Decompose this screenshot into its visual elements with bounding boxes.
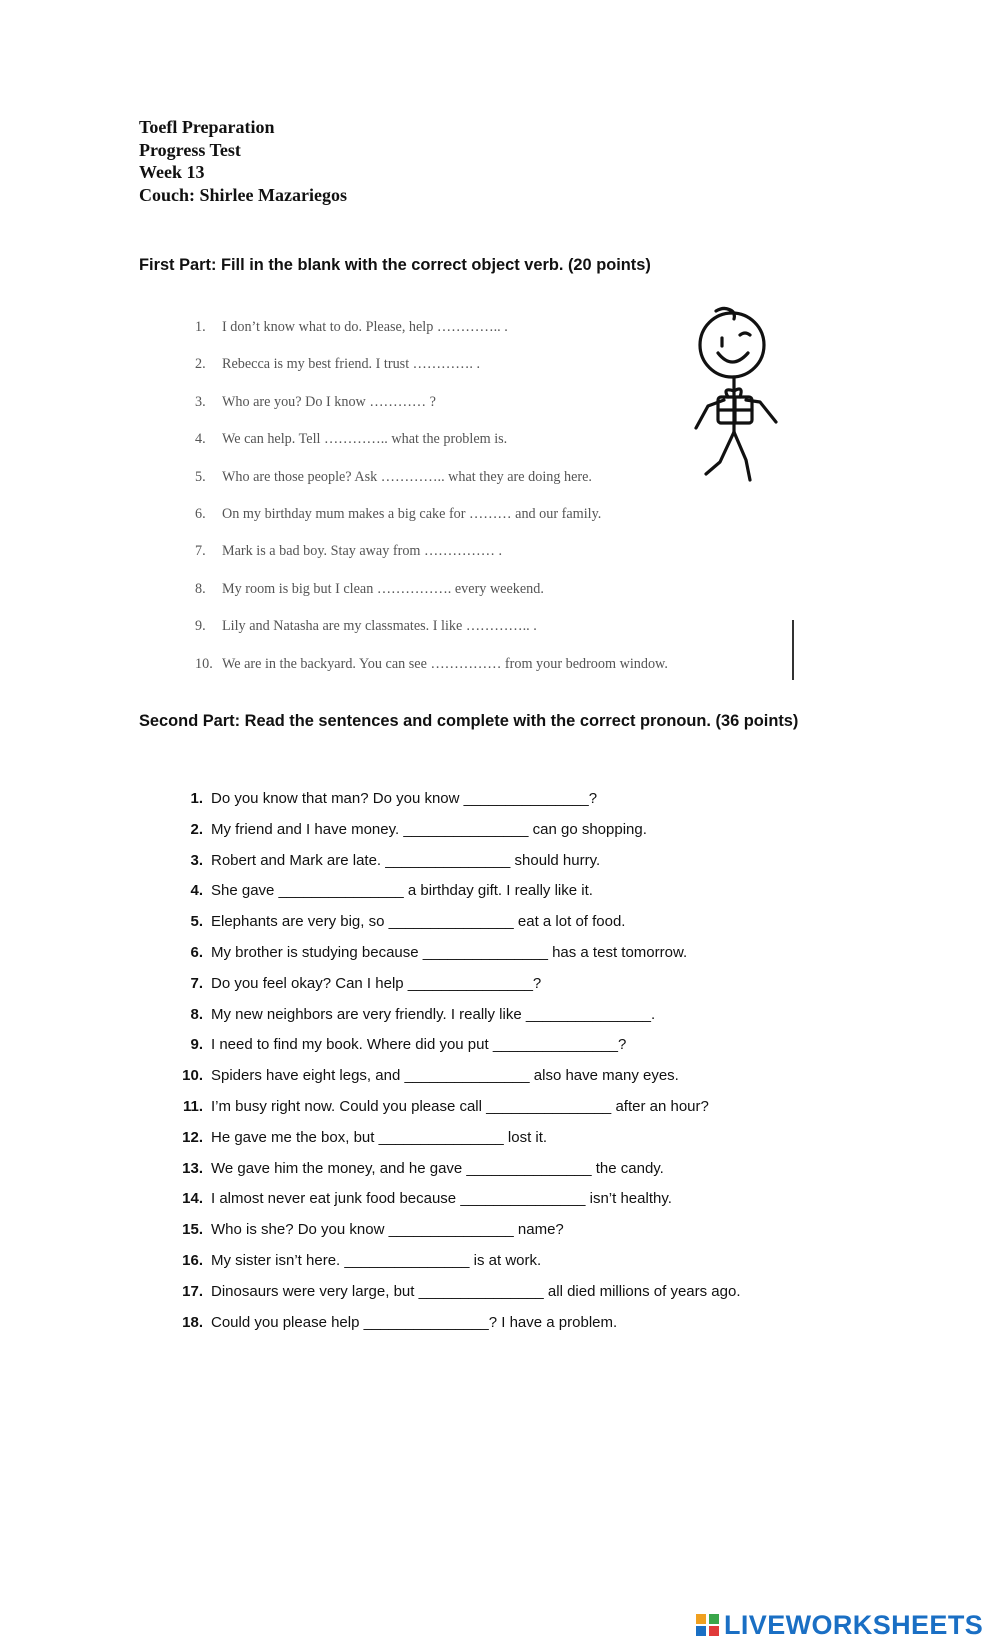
list-item xyxy=(180,1129,741,1160)
test-title: Progress Test xyxy=(139,139,241,160)
item-text[interactable]: I almost never eat junk food because _______________ isn’t healthy. xyxy=(211,1190,672,1208)
item-text[interactable]: My new neighbors are very friendly. I really like _______________. xyxy=(211,1005,656,1023)
item-text[interactable]: I don’t know what to do. Please, help ………….. . xyxy=(222,319,508,335)
item-text[interactable]: Lily and Natasha are my classmates. I like ………….. . xyxy=(222,618,537,635)
part2-title: Second Part: Read the sentences and complete with the correct pronoun. (36 points) xyxy=(139,712,799,730)
liveworksheets-logo-icon xyxy=(695,1612,721,1638)
item-text[interactable]: We can help. Tell ………….. what the problem is. xyxy=(222,431,508,448)
item-number: 2. xyxy=(195,356,206,373)
stick-figure-icon xyxy=(688,305,794,505)
list-item xyxy=(180,1221,741,1252)
item-number: 10. xyxy=(182,1067,203,1085)
item-number: 14. xyxy=(182,1190,203,1208)
item-number: 16. xyxy=(182,1251,203,1269)
item-number: 10. xyxy=(195,655,213,672)
item-text[interactable]: Could you please help _______________? I have a problem. xyxy=(211,1313,618,1331)
item-number: 13. xyxy=(182,1159,203,1177)
item-number: 8. xyxy=(195,580,206,597)
item-number: 1. xyxy=(190,790,203,807)
part2-list xyxy=(180,790,741,1344)
item-text[interactable]: My friend and I have money. _______________ can go shopping. xyxy=(211,820,647,838)
item-text[interactable]: I need to find my book. Where did you put _______________? xyxy=(211,1036,627,1054)
list-item xyxy=(180,882,741,913)
list-item xyxy=(180,852,741,883)
liveworksheets-logo[interactable] xyxy=(695,1610,983,1640)
list-item xyxy=(180,1006,741,1037)
coach-name: Couch: Shirlee Mazariegos xyxy=(139,184,347,205)
list-item xyxy=(195,506,668,543)
item-text[interactable]: We are in the backyard. You can see …………… from your bedroom window. xyxy=(222,655,668,672)
list-item xyxy=(195,581,668,618)
list-item xyxy=(195,543,668,580)
item-number: 5. xyxy=(195,468,206,485)
list-item xyxy=(195,394,668,431)
list-item xyxy=(180,1283,741,1314)
list-item xyxy=(180,1067,741,1098)
item-text[interactable]: Mark is a bad boy. Stay away from …………… . xyxy=(222,543,503,560)
item-number: 11. xyxy=(182,1097,203,1115)
item-number: 9. xyxy=(195,618,206,635)
item-number: 9. xyxy=(190,1036,203,1054)
item-number: 5. xyxy=(190,913,203,931)
item-text[interactable]: My sister isn’t here. _______________ is at work. xyxy=(211,1251,542,1269)
item-text[interactable]: Do you feel okay? Can I help _______________? xyxy=(211,974,542,992)
part1-title: First Part: Fill in the blank with the correct object verb. (20 points) xyxy=(139,256,651,274)
list-item xyxy=(195,656,668,693)
item-number: 8. xyxy=(190,1005,203,1023)
list-item xyxy=(195,618,668,655)
item-number: 18. xyxy=(182,1313,203,1331)
item-number: 17. xyxy=(182,1282,203,1300)
course-title: Toefl Preparation xyxy=(139,117,275,137)
list-item xyxy=(180,821,741,852)
item-number: 4. xyxy=(195,431,206,448)
item-text[interactable]: Do you know that man? Do you know _______________? xyxy=(211,790,598,807)
item-text[interactable]: Who are those people? Ask ………….. what they are doing here. xyxy=(222,468,592,485)
list-item xyxy=(180,1314,741,1345)
week-label: Week 13 xyxy=(139,162,205,183)
item-number: 1. xyxy=(195,319,206,335)
list-item xyxy=(180,944,741,975)
item-number: 7. xyxy=(195,543,206,560)
item-text[interactable]: We gave him the money, and he gave _______________ the candy. xyxy=(211,1159,664,1177)
item-text[interactable]: Elephants are very big, so _______________ eat a lot of food. xyxy=(211,913,626,931)
divider xyxy=(792,620,794,680)
list-item xyxy=(180,1160,741,1191)
logo-text: LIVEWORKSHEETS xyxy=(724,1609,984,1640)
item-text[interactable]: Dinosaurs were very large, but _______________ all died millions of years ago. xyxy=(211,1282,741,1300)
list-item xyxy=(195,431,668,468)
item-number: 4. xyxy=(190,882,203,900)
item-text[interactable]: My brother is studying because _______________ has a test tomorrow. xyxy=(211,943,688,961)
list-item xyxy=(180,1190,741,1221)
item-text[interactable]: Rebecca is my best friend. I trust …………. . xyxy=(222,356,481,373)
list-item xyxy=(195,319,668,356)
item-text[interactable]: I’m busy right now. Could you please call _______________ after an hour? xyxy=(211,1097,709,1115)
item-text[interactable]: Spiders have eight legs, and _______________ also have many eyes. xyxy=(211,1067,679,1085)
list-item xyxy=(180,1252,741,1283)
item-number: 15. xyxy=(182,1221,203,1239)
item-text[interactable]: She gave _______________ a birthday gift. I really like it. xyxy=(211,882,593,900)
item-number: 6. xyxy=(190,943,203,961)
list-item xyxy=(180,1036,741,1067)
worksheet-header xyxy=(139,116,347,206)
item-number: 3. xyxy=(195,393,206,410)
list-item xyxy=(180,1098,741,1129)
item-text[interactable]: My room is big but I clean ……………. every weekend. xyxy=(222,580,544,597)
item-text[interactable]: On my birthday mum makes a big cake for ……… and our family. xyxy=(222,505,602,522)
item-text[interactable]: Robert and Mark are late. _______________ should hurry. xyxy=(211,851,601,869)
part1-list xyxy=(195,319,668,693)
list-item xyxy=(180,975,741,1006)
item-number: 12. xyxy=(182,1128,203,1146)
item-text[interactable]: Who are you? Do I know ………… ? xyxy=(222,393,436,410)
list-item xyxy=(195,469,668,506)
item-text[interactable]: He gave me the box, but _______________ lost it. xyxy=(211,1128,548,1146)
item-number: 7. xyxy=(190,974,203,992)
item-number: 3. xyxy=(190,851,203,869)
item-number: 6. xyxy=(195,505,206,522)
item-number: 2. xyxy=(190,820,203,838)
list-item xyxy=(180,913,741,944)
list-item xyxy=(180,790,741,821)
item-text[interactable]: Who is she? Do you know _______________ name? xyxy=(211,1221,564,1239)
list-item xyxy=(195,356,668,393)
